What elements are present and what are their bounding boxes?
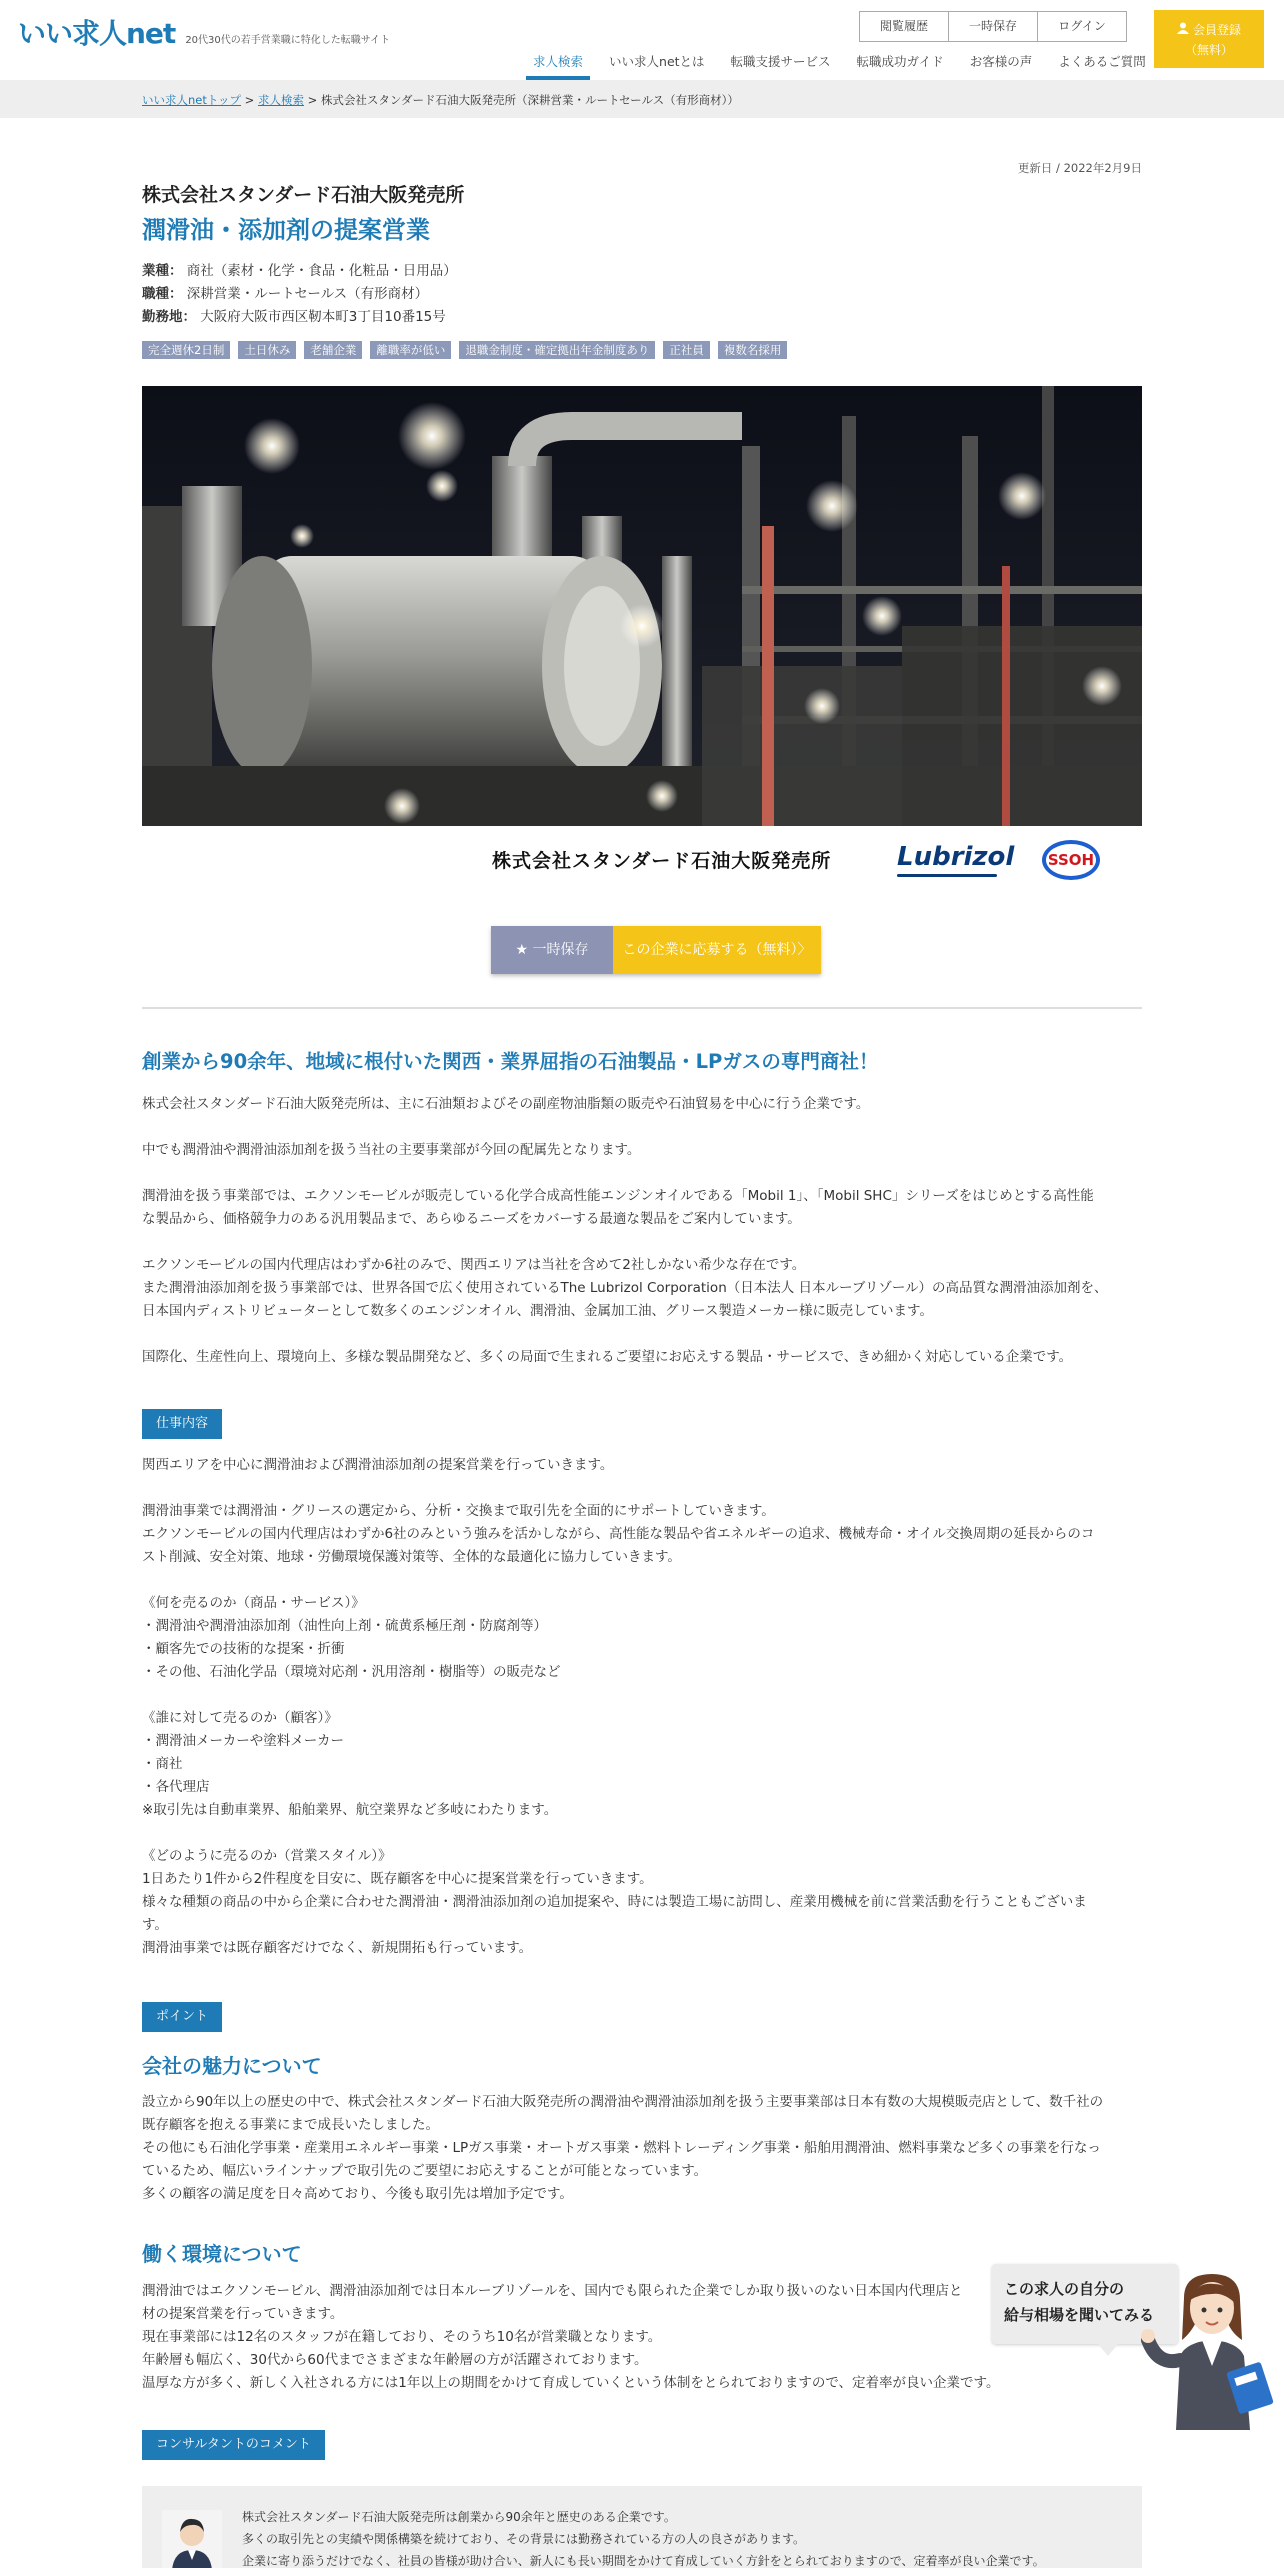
user-icon bbox=[1177, 20, 1189, 40]
tag: 完全週休2日制 bbox=[142, 341, 230, 359]
tag: 離職率が低い bbox=[370, 341, 451, 359]
work-line: ・顧客先での技術的な提案・折衝 bbox=[142, 1641, 345, 1657]
breadcrumb-bar bbox=[0, 80, 1284, 118]
intro-text bbox=[142, 1093, 1142, 1369]
appeal-line: 設立から90年以上の歴史の中で、株式会社スタンダード石油大阪発売所の潤滑油や潤滑油添加剤を扱う主要事業部は日本有数の大規模販売店として、数千社の bbox=[142, 2094, 1104, 2110]
nav-support[interactable]: 転職支援サービス bbox=[730, 54, 831, 69]
divider bbox=[142, 1007, 1142, 1009]
location-label: 勤務地： bbox=[142, 309, 196, 325]
nav-faq[interactable]: よくあるご質問 bbox=[1058, 54, 1146, 69]
work-line: ・商社 bbox=[142, 1756, 183, 1772]
bubble-tail bbox=[1098, 2344, 1118, 2356]
company-name: 株式会社スタンダード石油大阪発売所 bbox=[142, 184, 465, 206]
work-line: す。 bbox=[142, 1917, 168, 1933]
work-label: 仕事内容 bbox=[142, 1409, 222, 1439]
job-title: 潤滑油・添加剤の提案営業 bbox=[142, 216, 430, 244]
appeal-line: その他にも石油化学事業・産業用エネルギー事業・LPガス事業・オートガス事業・燃料トレーディング事業・船舶用潤滑油、燃料事業など多くの事業を行なっ bbox=[142, 2140, 1101, 2156]
breadcrumb bbox=[142, 92, 739, 108]
job-meta bbox=[142, 260, 457, 329]
breadcrumb-home[interactable]: いい求人netトップ bbox=[142, 93, 242, 107]
login-link[interactable]: ログイン bbox=[1037, 11, 1127, 42]
nav-about[interactable]: いい求人netとは bbox=[609, 54, 705, 69]
partner-logos bbox=[142, 826, 1142, 890]
breadcrumb-search[interactable]: 求人検索 bbox=[257, 93, 304, 107]
work-line: 様々な種類の商品の中から企業に合わせた潤滑油・潤滑油添加剤の追加提案や、時には製造工場に訪問し、産業用機械を前に営業活動を行うこともございま bbox=[142, 1894, 1087, 1910]
intro-line: 日本国内ディストリビューターとして数多くのエンジンオイル、潤滑油、金属加工油、グリース製造メーカー様に販売しています。 bbox=[142, 1303, 933, 1319]
hero-image bbox=[142, 386, 1142, 826]
environment-line: 潤滑油ではエクソンモービル、潤滑油添加剤では日本ルーブリゾールを、国内でも限られた企業でしか取り扱いのない日本国内代理店と bbox=[142, 2283, 963, 2299]
nav-job-search[interactable]: 求人検索 bbox=[520, 52, 596, 80]
nav-guide[interactable]: 転職成功ガイド bbox=[856, 54, 944, 69]
catch-heading: 創業から90余年、地域に根付いた関西・業界屈指の石油製品・LPガスの専門商社！ bbox=[142, 1050, 879, 1073]
location-value: 大阪府大阪市西区靭本町3丁目10番15号 bbox=[200, 309, 446, 325]
work-line: 《何を売るのか（商品・サービス）》 bbox=[142, 1595, 365, 1611]
logo-text[interactable]: いい求人net bbox=[18, 17, 176, 50]
consultant-line: 多くの取引先との実績や関係構築を続けており、その背景には勤務されている方の人の良さがあります。 bbox=[242, 2532, 806, 2546]
tag: 正社員 bbox=[663, 341, 710, 359]
site-header bbox=[0, 0, 1284, 80]
consultant-line: 企業に寄り添うだけでなく、社員の皆様が助け合い、新人にも長い期間をかけて育成していく方針をとられておりますので、定着率が良い企業です。 bbox=[242, 2554, 1045, 2568]
environment-line: 年齢層も幅広く、30代から60代までさまざまな年齢層の方が活躍されております。 bbox=[142, 2352, 648, 2368]
advisor-illustration[interactable] bbox=[1140, 2270, 1280, 2430]
intro-line: 中でも潤滑油や潤滑油添加剤を扱う当社の主要事業部が今回の配属先となります。 bbox=[142, 1142, 641, 1158]
industry-label: 業種： bbox=[142, 263, 183, 279]
environment-line: 材の提案営業を行っていきます。 bbox=[142, 2306, 344, 2322]
intro-line: また潤滑油添加剤を扱う事業部では、世界各国で広く使用されているThe Lubrizol Corporation（日本法人 日本ルーブリゾール）の高品質な潤滑油添加剤を、 bbox=[142, 1280, 1108, 1296]
intro-line: 国際化、生産性向上、環境向上、多様な製品開発など、多くの局面で生まれるご要望にお応えする製品・サービスで、きめ細かく対応している企業です。 bbox=[142, 1349, 1073, 1365]
work-line: 1日あたり1件から2件程度を目安に、既存顧客を中心に提案営業を行っていきます。 bbox=[142, 1871, 653, 1887]
consultant-comment bbox=[142, 2486, 1142, 2568]
consultant-label: コンサルタントのコメント bbox=[142, 2430, 325, 2460]
site-logo[interactable] bbox=[18, 12, 390, 52]
work-line: ※取引先は自動車業界、船舶業界、航空業界など多岐にわたります。 bbox=[142, 1802, 558, 1818]
main-nav bbox=[520, 52, 1159, 80]
top-utility-links bbox=[860, 11, 1127, 42]
role-value: 深耕営業・ルートセールス（有形商材） bbox=[186, 286, 429, 302]
industry-row bbox=[142, 260, 457, 283]
logo-tagline: 20代30代の若手営業職に特化した転職サイト bbox=[185, 35, 391, 46]
environment-line: 現在事業部には12名のスタッフが在籍しており、そのうち10名が営業職となります。 bbox=[142, 2329, 662, 2345]
work-line: ・各代理店 bbox=[142, 1779, 210, 1795]
history-link[interactable]: 閲覧履歴 bbox=[859, 11, 949, 42]
intro-line: 株式会社スタンダード石油大阪発売所は、主に石油類およびその副産物油脂類の販売や石油貿易を中心に行う企業です。 bbox=[142, 1096, 870, 1112]
work-line: ・その他、石油化学品（環境対応剤・汎用溶剤・樹脂等）の販売など bbox=[142, 1664, 561, 1680]
saved-link[interactable]: 一時保存 bbox=[948, 11, 1038, 42]
job-actions bbox=[491, 926, 821, 974]
work-line: ・潤滑油メーカーや塗料メーカー bbox=[142, 1733, 344, 1749]
nav-voices[interactable]: お客様の声 bbox=[969, 54, 1033, 69]
tag: 老舗企業 bbox=[304, 341, 362, 359]
consultant-avatar bbox=[162, 2510, 222, 2568]
updated-date: 更新日 / 2022年2月9日 bbox=[1017, 161, 1142, 175]
work-line: スト削減、安全対策、地球・労働環境保護対策等、全体的な最適化に協力していきます。 bbox=[142, 1549, 681, 1565]
appeal-heading: 会社の魅力について bbox=[142, 2054, 322, 2078]
work-line: ・潤滑油や潤滑油添加剤（油性向上剤・硫黄系極圧剤・防腐剤等） bbox=[142, 1618, 547, 1634]
point-label: ポイント bbox=[142, 2002, 222, 2032]
work-line: 《どのように売るのか（営業スタイル）》 bbox=[142, 1848, 392, 1864]
consultant-text bbox=[242, 2506, 1122, 2568]
appeal-line: 既存顧客を抱える事業にまで成長いたしました。 bbox=[142, 2117, 439, 2133]
feature-tags bbox=[142, 341, 787, 359]
appeal-line: 多くの顧客の満足度を日々高めており、今後も取引先は増加予定です。 bbox=[142, 2186, 573, 2202]
location-row bbox=[142, 306, 457, 329]
tag: 複数名採用 bbox=[718, 341, 788, 359]
work-line: 潤滑油事業では潤滑油・グリースの選定から、分析・交換まで取引先を全面的にサポートしていきます。 bbox=[142, 1503, 775, 1519]
breadcrumb-sep: > bbox=[303, 93, 321, 107]
intro-line: な製品から、価格競争力のある汎用製品まで、あらゆるニーズをカバーする最適な製品をご案内しています。 bbox=[142, 1211, 801, 1227]
environment-line: 温厚な方が多く、新しく入社される方には1年以上の期間をかけて育成していくという体制をとられておりますので、定着率が良い企業です。 bbox=[142, 2375, 1000, 2391]
save-button[interactable]: ★ 一時保存 bbox=[491, 926, 613, 974]
tag: 土日休み bbox=[238, 341, 296, 359]
intro-line: エクソンモービルの国内代理店はわずか6社のみで、関西エリアは当社を含めて2社しかない希少な存在です。 bbox=[142, 1257, 806, 1273]
work-text bbox=[142, 1454, 1142, 1960]
lubrizol-logo: Lubrizol bbox=[897, 842, 1015, 872]
industry-value: 商社（素材・化学・食品・化粧品・日用品） bbox=[186, 263, 457, 279]
company-logo: 株式会社スタンダード石油大阪発売所 bbox=[492, 850, 832, 872]
work-line: エクソンモービルの国内代理店はわずか6社のみという強みを活かしながら、高性能な製品や省エネルギーの追求、機械寿命・オイル交換周期の延長からのコ bbox=[142, 1526, 1095, 1542]
appeal-line: ているため、幅広いラインナップで取引先のご要望にお応えすることが可能となっています。 bbox=[142, 2163, 708, 2179]
tag: 退職金制度・確定拠出年金制度あり bbox=[459, 341, 655, 359]
consultant-line: 株式会社スタンダード石油大阪発売所は創業から90余年と歴史のある企業です。 bbox=[242, 2510, 676, 2524]
ssoh-logo: SSOH bbox=[1042, 840, 1100, 880]
work-line: 《誰に対して売るのか（顧客）》 bbox=[142, 1710, 338, 1726]
bubble-line: 給与相場を聞いてみる bbox=[1004, 2306, 1155, 2324]
register-free-label: （無料） bbox=[1184, 43, 1233, 57]
register-button[interactable] bbox=[1154, 10, 1264, 68]
apply-button[interactable]: この企業に応募する（無料）〉 bbox=[613, 926, 821, 974]
bubble-line: この求人の自分の bbox=[1004, 2280, 1125, 2298]
appeal-text bbox=[142, 2091, 1142, 2206]
role-label: 職種： bbox=[142, 286, 183, 302]
breadcrumb-current: 株式会社スタンダード石油大阪発売所（深耕営業・ルートセールス（有形商材）） bbox=[320, 93, 739, 107]
intro-line: 潤滑油を扱う事業部では、エクソンモービルが販売している化学合成高性能エンジンオイルである「Mobil 1」、「Mobil SHC」シリーズをはじめとする高性能 bbox=[142, 1188, 1094, 1204]
work-line: 関西エリアを中心に潤滑油および潤滑油添加剤の提案営業を行っていきます。 bbox=[142, 1457, 614, 1473]
environment-heading: 働く環境について bbox=[142, 2242, 302, 2266]
lubrizol-swoosh bbox=[897, 874, 997, 877]
breadcrumb-sep: > bbox=[241, 93, 258, 107]
role-row bbox=[142, 283, 457, 306]
register-label: 会員登録 bbox=[1192, 23, 1241, 37]
work-line: 潤滑油事業では既存顧客だけでなく、新規開拓も行っています。 bbox=[142, 1940, 533, 1956]
